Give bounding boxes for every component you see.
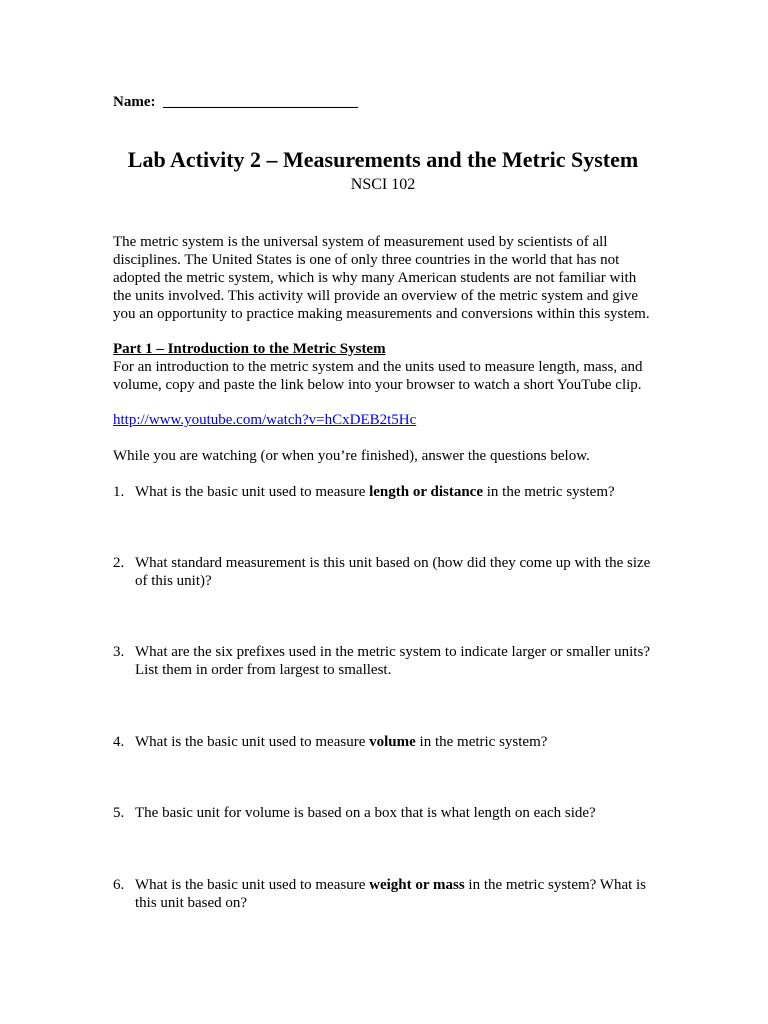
- name-field: [113, 93, 358, 111]
- question-text: What is the basic unit used to measure length or distance in the metric system?: [135, 484, 615, 500]
- question-number: 2.: [113, 555, 125, 571]
- question-number: 3.: [113, 644, 125, 660]
- questions-instructions: While you are watching (or when you’re finished), answer the questions below.: [113, 448, 590, 464]
- question-number: 1.: [113, 484, 125, 500]
- part1-instructions: For an introduction to the metric system and the units used to measure length, mass, and volume, copy and paste the link below into your browser to watch a short YouTube clip.: [113, 359, 643, 393]
- question-number: 6.: [113, 877, 125, 893]
- intro-paragraph: The metric system is the universal system of measurement used by scientists of all disciplines. The United States is one of only three countries in the world that has not adopted the metric system, which is why many American students are not familiar with the units involved. This activity will provide an overview of the metric system and give you an opportunity to practice making measurements and conversions within this system.: [113, 234, 650, 322]
- page-title: Lab Activity 2 – Measurements and the Metric System: [127, 147, 639, 172]
- youtube-link[interactable]: http://www.youtube.com/watch?v=hCxDEB2t5Hc: [113, 412, 417, 428]
- question-text: What are the six prefixes used in the metric system to indicate larger or smaller units? List them in order from largest to smallest.: [135, 644, 650, 678]
- question-text: What is the basic unit used to measure volume in the metric system?: [135, 734, 548, 750]
- question-text: The basic unit for volume is based on a box that is what length on each side?: [135, 805, 596, 821]
- question-number: 4.: [113, 734, 125, 750]
- question-text: What is the basic unit used to measure weight or mass in the metric system? What is this unit based on?: [135, 877, 647, 911]
- question-text: What standard measurement is this unit based on (how did they come up with the size of this unit)?: [135, 555, 651, 589]
- part1-heading: Part 1 – Introduction to the Metric System: [113, 341, 386, 357]
- question-number: 5.: [113, 805, 125, 821]
- course-code: NSCI 102: [350, 176, 416, 193]
- name-label: Name:: [113, 94, 156, 110]
- name-blank-line: __________________________: [162, 94, 358, 110]
